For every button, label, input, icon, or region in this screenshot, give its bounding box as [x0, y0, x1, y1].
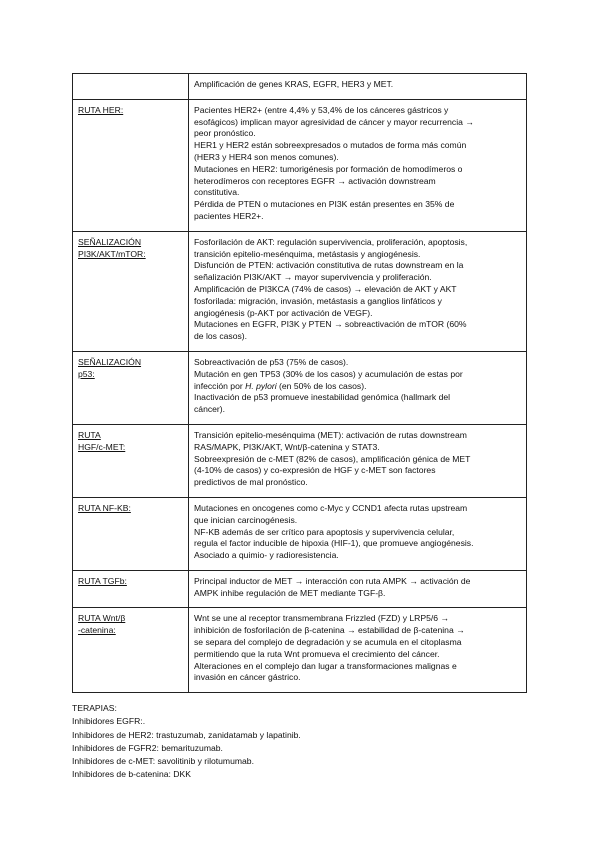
therapy-line: Inhibidores de b-catenina: DKK — [72, 769, 191, 780]
therapy-line: Inhibidores de HER2: trastuzumab, zanidatamab y lapatinib. — [72, 729, 301, 740]
description-line: NF-KB además de ser crítico para apoptosis y supervivencia celular, — [194, 526, 455, 537]
description-line: transición epitelio-mesénquima, metástasis y angiogénesis. — [194, 248, 421, 259]
table-row — [73, 570, 527, 608]
description-line: de los casos). — [194, 331, 248, 342]
route-name: RUTA HER: — [78, 104, 124, 115]
description-line: heterodímeros con receptores EGFR → activación downstream — [194, 175, 436, 186]
therapy-line: Inhibidores de c-MET: savolitinib y rilotumumab. — [72, 756, 254, 767]
route-description-cell — [189, 497, 527, 570]
description-line: Amplificación de genes KRAS, EGFR, HER3 y MET. — [194, 79, 394, 89]
route-name-cell — [73, 497, 189, 570]
description-line: Alteraciones en el complejo dan lugar a transformaciones malignas e — [194, 660, 457, 671]
description-line: inhibición de fosforilación de β-catenina → estabilidad de β-catenina → — [194, 625, 465, 636]
description-line: se separa del complejo de degradación y se acumula en el citoplasma — [194, 637, 462, 648]
description-line: constitutiva. — [194, 187, 240, 198]
route-name-cell — [73, 608, 189, 693]
table-row — [73, 424, 527, 497]
table-row — [73, 351, 527, 424]
description-line: predictivos de mal pronóstico. — [194, 477, 308, 488]
route-description-cell — [189, 231, 527, 351]
route-name: SEÑALIZACIÓN p53: — [78, 356, 142, 379]
description-line: Inactivación de p53 promueve inestabilidad genómica (hallmark del — [194, 392, 451, 403]
description-line: Amplificación de PI3KCA (74% de casos) → elevación de AKT y AKT — [194, 283, 457, 294]
description-line: Sobreexpresión de c-MET (82% de casos), amplificación génica de MET — [194, 453, 471, 464]
route-name: SEÑALIZACIÓN PI3K/AKT/mTOR: — [78, 236, 146, 259]
route-description-cell — [189, 424, 527, 497]
description-line: Transición epitelio-mesénquima (MET): activación de rutas downstream — [194, 429, 467, 440]
species-name: H. pylori — [245, 380, 277, 391]
description-line: que inician carcinogénesis. — [194, 514, 298, 525]
route-name-cell — [73, 351, 189, 424]
description-line: angiogénesis (p-AKT por activación de VEGF). — [194, 307, 373, 318]
description-line: Wnt se une al receptor transmembrana Frizzled (FZD) y LRP5/6 → — [194, 613, 450, 624]
description-line: Disfunción de PTEN: activación constitutiva de rutas downstream en la — [194, 260, 464, 271]
description-line: Pérdida de PTEN o mutaciones en PI3K están presentes en 35% de — [194, 199, 455, 210]
route-description-cell — [189, 570, 527, 608]
route-name: RUTA NF-KB: — [78, 502, 131, 513]
description-line: HER1 y HER2 están sobreexpresados o mutados de forma más común — [194, 140, 467, 151]
table-row — [73, 74, 527, 100]
description-line: pacientes HER2+. — [194, 210, 264, 221]
description-line: Mutación en gen TP53 (30% de los casos) y acumulación de estas por — [194, 368, 463, 379]
therapies-heading: TERAPIAS: — [72, 703, 117, 713]
description-line: RAS/MAPK, PI3K/AKT, Wnt/β-catenina y STAT3. — [194, 441, 380, 452]
route-name: RUTA Wnt/β -catenina: — [78, 613, 126, 636]
table-row — [73, 231, 527, 351]
table-row — [73, 99, 527, 231]
description-line: Asociado a quimio- y radioresistencia. — [194, 550, 339, 561]
description-line: Fosforilación de AKT: regulación supervivencia, proliferación, apoptosis, — [194, 236, 468, 247]
description-line: señalización PI3K/AKT → mayor supervivencia y proliferación. — [194, 272, 432, 283]
route-name: RUTA TGFb: — [78, 575, 127, 586]
description-line: AMPK inhibe regulación de MET mediante TGF-β. — [194, 587, 386, 598]
description-line: invasión en cáncer gástrico. — [194, 672, 301, 683]
description-line: Pacientes HER2+ (entre 4,4% y 53,4% de los cánceres gástricos y — [194, 104, 449, 115]
description-line: cáncer). — [194, 404, 226, 415]
route-description-cell — [189, 351, 527, 424]
route-description-cell — [189, 74, 527, 100]
therapies-section — [72, 702, 527, 782]
description-line: Mutaciones en oncogenes como c-Myc y CCND1 afecta rutas upstream — [194, 502, 468, 513]
description-line: peor pronóstico. — [194, 128, 256, 139]
therapy-line: Inhibidores EGFR:. — [72, 716, 146, 727]
route-name: RUTA HGF/c-MET: — [78, 429, 126, 452]
description-line: (HER3 y HER4 son menos comunes). — [194, 151, 339, 162]
route-name-cell — [73, 570, 189, 608]
route-name-cell — [73, 74, 189, 100]
description-line: Sobreactivación de p53 (75% de casos). — [194, 356, 349, 367]
route-name-cell — [73, 231, 189, 351]
route-name-cell — [73, 424, 189, 497]
route-description-cell — [189, 608, 527, 693]
description-line: (4-10% de casos) y co-expresión de HGF y c-MET son factores — [194, 465, 436, 476]
description-line: fosforilada: migración, invasión, metástasis a ganglios linfáticos y — [194, 295, 442, 306]
signaling-pathways-table — [72, 73, 527, 693]
route-description-cell — [189, 99, 527, 231]
description-line: regula el factor inducible de hipoxia (HIF-1), que promueve angiogénesis. — [194, 538, 474, 549]
description-line: infección por H. pylori (en 50% de los casos). — [194, 380, 367, 391]
table-row — [73, 608, 527, 693]
description-line: esofágicos) implican mayor agresividad de cáncer y mayor recurrencia → — [194, 116, 474, 127]
description-line: permitiendo que la ruta Wnt promueva el crecimiento del cáncer. — [194, 648, 440, 659]
description-line: Mutaciones en EGFR, PI3K y PTEN → sobreactivación de mTOR (60% — [194, 319, 467, 330]
route-name-cell — [73, 99, 189, 231]
description-line: Principal inductor de MET → interacción con ruta AMPK → activación de — [194, 575, 471, 586]
table-row — [73, 497, 527, 570]
description-line: Mutaciones en HER2: tumorigénesis por formación de homodímeros o — [194, 163, 463, 174]
therapy-line: Inhibidores de FGFR2: bemarituzumab. — [72, 742, 223, 753]
